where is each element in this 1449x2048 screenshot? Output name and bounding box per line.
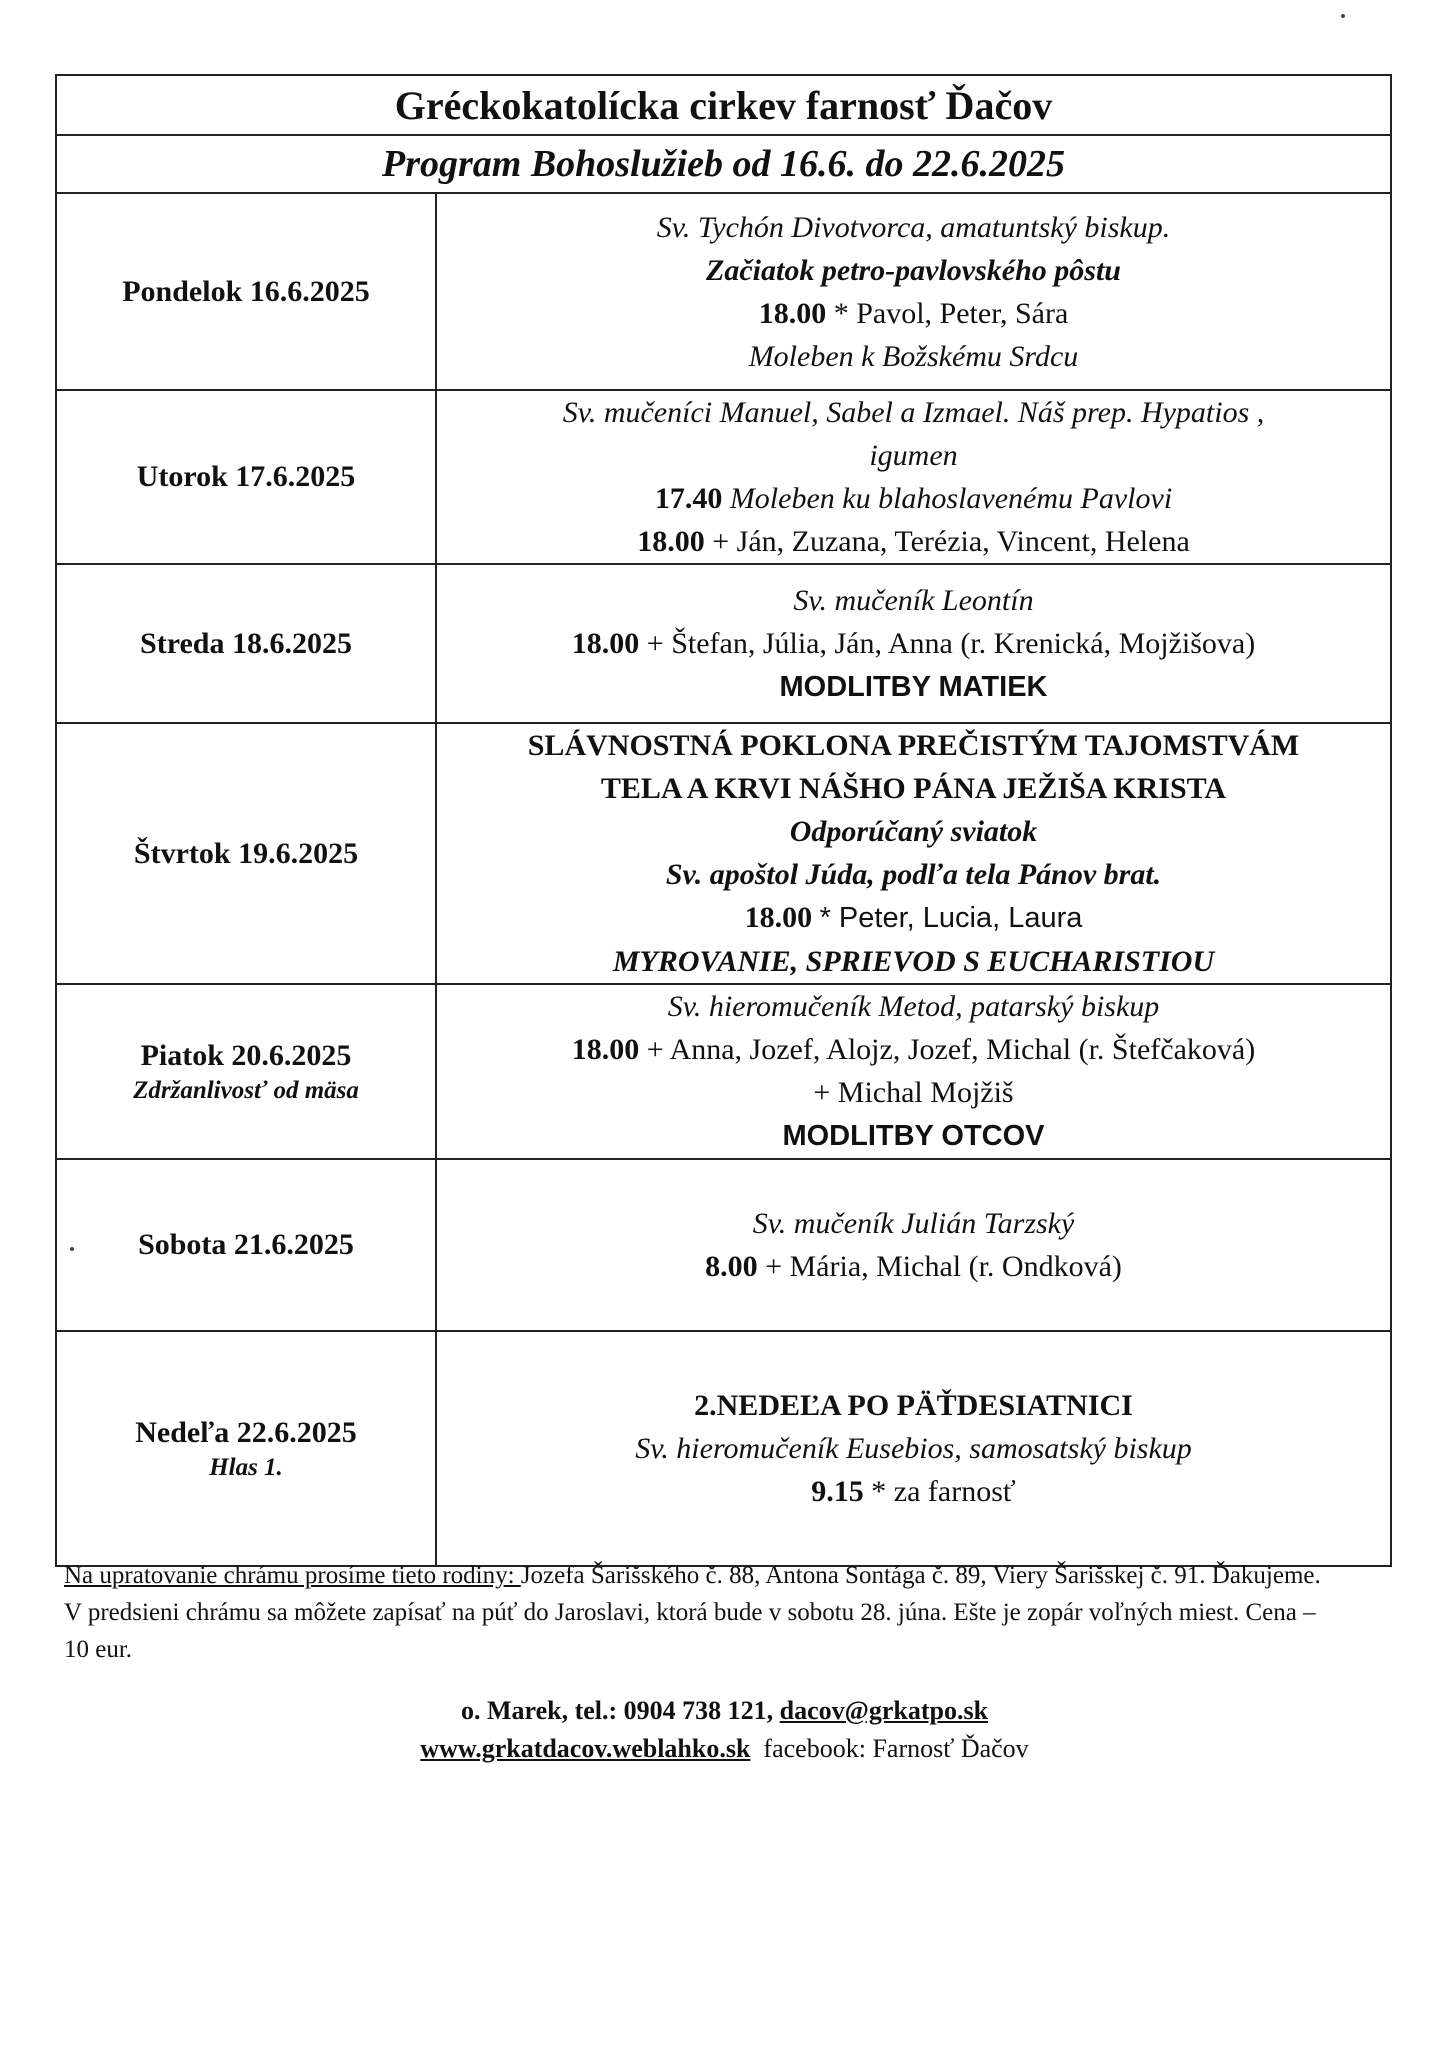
contact-block: [0, 1692, 1449, 1768]
day-cell: [56, 564, 436, 723]
service-text: Sv. mučeník Leontín: [793, 583, 1034, 617]
note-lead: Na upratovanie chrámu prosíme tieto rodiny:: [64, 1562, 521, 1589]
service-line: [437, 477, 1390, 520]
day-row: [56, 1331, 1391, 1566]
service-line: [437, 249, 1390, 292]
contact-email-link[interactable]: dacov@grkatpo.sk: [779, 1696, 989, 1725]
schedule-sheet: [55, 74, 1390, 1567]
service-time: 18.00: [758, 296, 827, 330]
day-cell: [56, 1331, 436, 1566]
day-row: [56, 390, 1391, 564]
day-label: Nedeľa 22.6.2025: [135, 1416, 357, 1450]
service-line: [437, 1427, 1390, 1470]
contact-line-1: [0, 1692, 1449, 1730]
day-row: [56, 193, 1391, 390]
service-line: [437, 896, 1390, 940]
facebook-label: facebook:: [763, 1734, 873, 1763]
day-row: [56, 1159, 1391, 1331]
service-details: [436, 984, 1391, 1159]
subtitle-row: [56, 135, 1391, 193]
service-details: [436, 1331, 1391, 1566]
day-note: Zdržanlivosť od mäsa: [133, 1076, 359, 1104]
scan-speck: [70, 1247, 74, 1251]
day-cell: [56, 193, 436, 390]
service-line: [437, 1114, 1390, 1158]
service-details: [436, 390, 1391, 564]
service-text: + Štefan, Júlia, Ján, Anna (r. Krenická, Mojžišova): [646, 626, 1256, 660]
service-line: [437, 1028, 1390, 1071]
day-row: [56, 564, 1391, 723]
contact-website-link[interactable]: www.grkatdacov.weblahko.sk: [420, 1734, 751, 1763]
service-line: [437, 1384, 1390, 1427]
service-text: MODLITBY OTCOV: [782, 1120, 1045, 1152]
facebook-name: Farnosť Ďačov: [872, 1734, 1029, 1763]
service-line: [437, 292, 1390, 335]
service-line: [437, 940, 1390, 983]
service-details: [436, 564, 1391, 723]
service-line: [437, 622, 1390, 665]
service-line: [437, 520, 1390, 563]
service-text: Sv. Tychón Divotvorca, amatuntský biskup.: [656, 210, 1171, 244]
service-details: [436, 723, 1391, 984]
service-line: [437, 665, 1390, 709]
service-line: [437, 1202, 1390, 1245]
service-text: + Anna, Jozef, Alojz, Jozef, Michal (r. Štefčaková): [646, 1033, 1256, 1066]
service-details: [436, 1159, 1391, 1331]
service-line: [437, 1071, 1390, 1114]
service-time: 8.00: [705, 1250, 758, 1283]
note-body: Jozefa Šarišského č. 88, Antona Sontága č. 89, Viery Šarišskej č. 91. Ďakujeme. V predsieni chrámu sa môžete zapísať na púť do Jaroslavi, ktorá bude v sobotu 28. júna. Ešte je zopár voľných miest. Cena – 10 eur.: [64, 1562, 1321, 1663]
service-text: SLÁVNOSTNÁ POKLONA PREČISTÝM TAJOMSTVÁM: [527, 729, 1300, 762]
day-label: Pondelok 16.6.2025: [122, 274, 370, 308]
service-line: [437, 724, 1390, 767]
service-text: * Pavol, Peter, Sára: [833, 296, 1069, 330]
service-text: Sv. mučeníci Manuel, Sabel a Izmael. Náš prep. Hypatios ,: [562, 396, 1265, 429]
service-line: [437, 1470, 1390, 1513]
service-text: igumen: [869, 439, 958, 472]
service-text: 2.NEDEĽA PO PÄŤDESIATNICI: [694, 1389, 1133, 1422]
service-text: * Peter, Lucia, Laura: [819, 902, 1083, 934]
service-line: [437, 985, 1390, 1028]
schedule-table: [55, 74, 1392, 1567]
day-cell: [56, 390, 436, 564]
service-line: [437, 810, 1390, 853]
day-cell: [56, 1159, 436, 1331]
service-text: MODLITBY MATIEK: [779, 670, 1048, 703]
service-line: [437, 767, 1390, 810]
service-time: 9.15: [811, 1475, 864, 1508]
day-label: Utorok 17.6.2025: [136, 460, 356, 494]
service-text: Moleben ku blahoslavenému Pavlovi: [729, 482, 1173, 515]
day-cell: [56, 723, 436, 984]
day-label: Sobota 21.6.2025: [138, 1228, 354, 1262]
service-time: 18.00: [571, 1033, 640, 1066]
service-text: Sv. mučeník Julián Tarzský: [752, 1207, 1075, 1240]
service-line: [437, 579, 1390, 622]
day-label: Piatok 20.6.2025: [140, 1039, 352, 1073]
service-text: + Ján, Zuzana, Terézia, Vincent, Helena: [712, 525, 1190, 558]
contact-line-2: [0, 1730, 1449, 1768]
service-line: [437, 434, 1390, 477]
service-time: 18.00: [637, 525, 705, 558]
title-row: [56, 75, 1391, 135]
service-time: 18.00: [744, 901, 813, 934]
day-cell: [56, 984, 436, 1159]
scan-speck: [1341, 14, 1345, 18]
cleaning-note: [64, 1557, 1334, 1668]
service-text: * za farnosť: [871, 1475, 1016, 1508]
contact-priest: o. Marek, tel.: 0904 738 121,: [460, 1696, 780, 1725]
service-line: [437, 853, 1390, 896]
service-line: [437, 1245, 1390, 1288]
service-time: 18.00: [571, 626, 640, 660]
service-text: Odporúčaný sviatok: [789, 815, 1038, 848]
service-text: Moleben k Božskému Srdcu: [748, 339, 1079, 373]
service-text: Sv. apoštol Júda, podľa tela Pánov brat.: [665, 858, 1162, 891]
page-subtitle: Program Bohoslužieb od 16.6. do 22.6.2025: [56, 135, 1391, 193]
day-row: [56, 984, 1391, 1159]
service-line: [437, 335, 1390, 378]
service-text: + Mária, Michal (r. Ondková): [765, 1250, 1122, 1283]
service-text: Začiatok petro-pavlovského pôstu: [706, 253, 1121, 287]
service-details: [436, 193, 1391, 390]
day-row: [56, 723, 1391, 984]
service-text: Sv. hieromučeník Eusebios, samosatský biskup: [635, 1432, 1192, 1465]
day-label: Štvrtok 19.6.2025: [133, 836, 359, 870]
day-note: Hlas 1.: [209, 1453, 283, 1481]
page-title: Gréckokatolícka cirkev farnosť Ďačov: [56, 75, 1391, 135]
service-time: 17.40: [654, 482, 723, 515]
service-text: + Michal Mojžiš: [813, 1076, 1014, 1109]
day-label: Streda 18.6.2025: [140, 626, 352, 660]
service-line: [437, 206, 1390, 249]
service-line: [437, 391, 1390, 434]
service-text: Sv. hieromučeník Metod, patarský biskup: [667, 990, 1160, 1023]
service-text: TELA A KRVI NÁŠHO PÁNA JEŽIŠA KRISTA: [600, 772, 1227, 805]
service-text: MYROVANIE, SPRIEVOD S EUCHARISTIOU: [612, 945, 1215, 978]
